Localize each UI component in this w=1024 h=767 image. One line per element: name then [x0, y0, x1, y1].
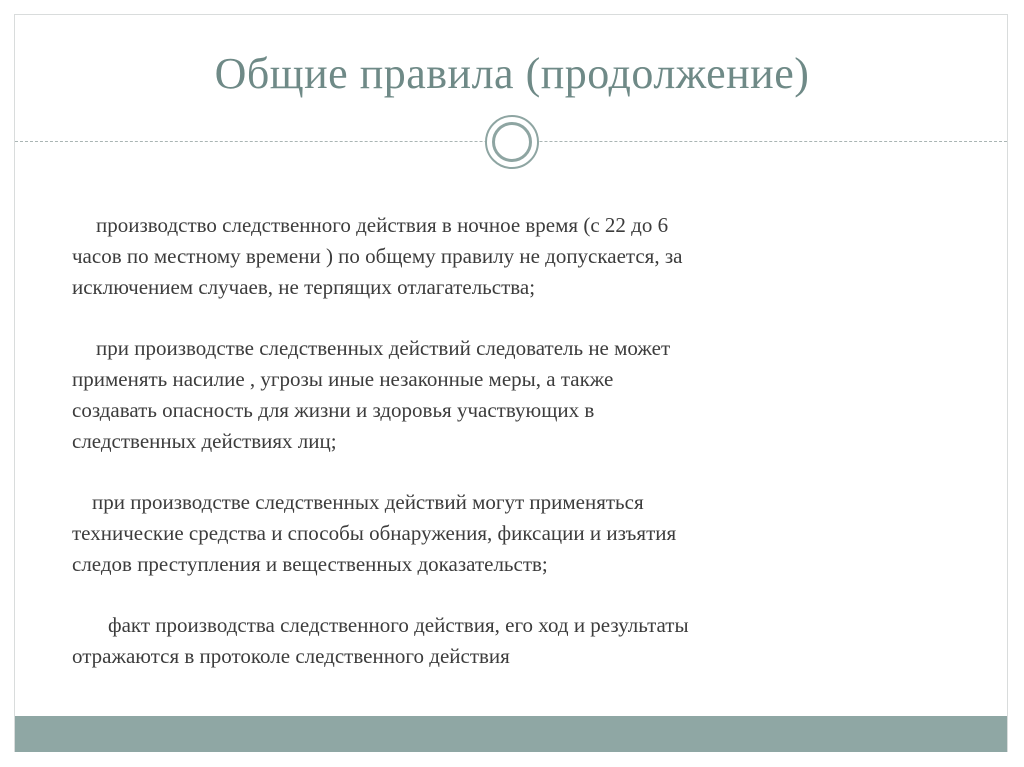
paragraph-no-violence: при производстве следственных действий следователь не может применять насилие , угрозы иные незаконные меры, а также создавать опасность для жизни и здоровья участвующих в следственных действиях лиц;: [72, 336, 671, 453]
footer-bar: [15, 716, 1007, 752]
paragraph-protocol: факт производства следственного действия, его ход и результаты отражаются в протоколе следственного действия: [72, 613, 689, 668]
slide-body: [72, 210, 922, 702]
paragraph-night-time: производство следственного действия в ночное время (с 22 до 6 часов по местному времени ) по общему правилу не допускается, за исключением случаев, не терпящих отлагательства;: [72, 213, 683, 299]
circle-ornament-inner: [492, 122, 532, 162]
slide-title: Общие правила (продолжение): [214, 49, 810, 98]
circle-ornament-icon: [485, 115, 539, 169]
paragraph-technical-means: при производстве следственных действий могут применяться технические средства и способы обнаружения, фиксации и изъятия следов преступления и вещественных доказательств;: [72, 490, 677, 576]
